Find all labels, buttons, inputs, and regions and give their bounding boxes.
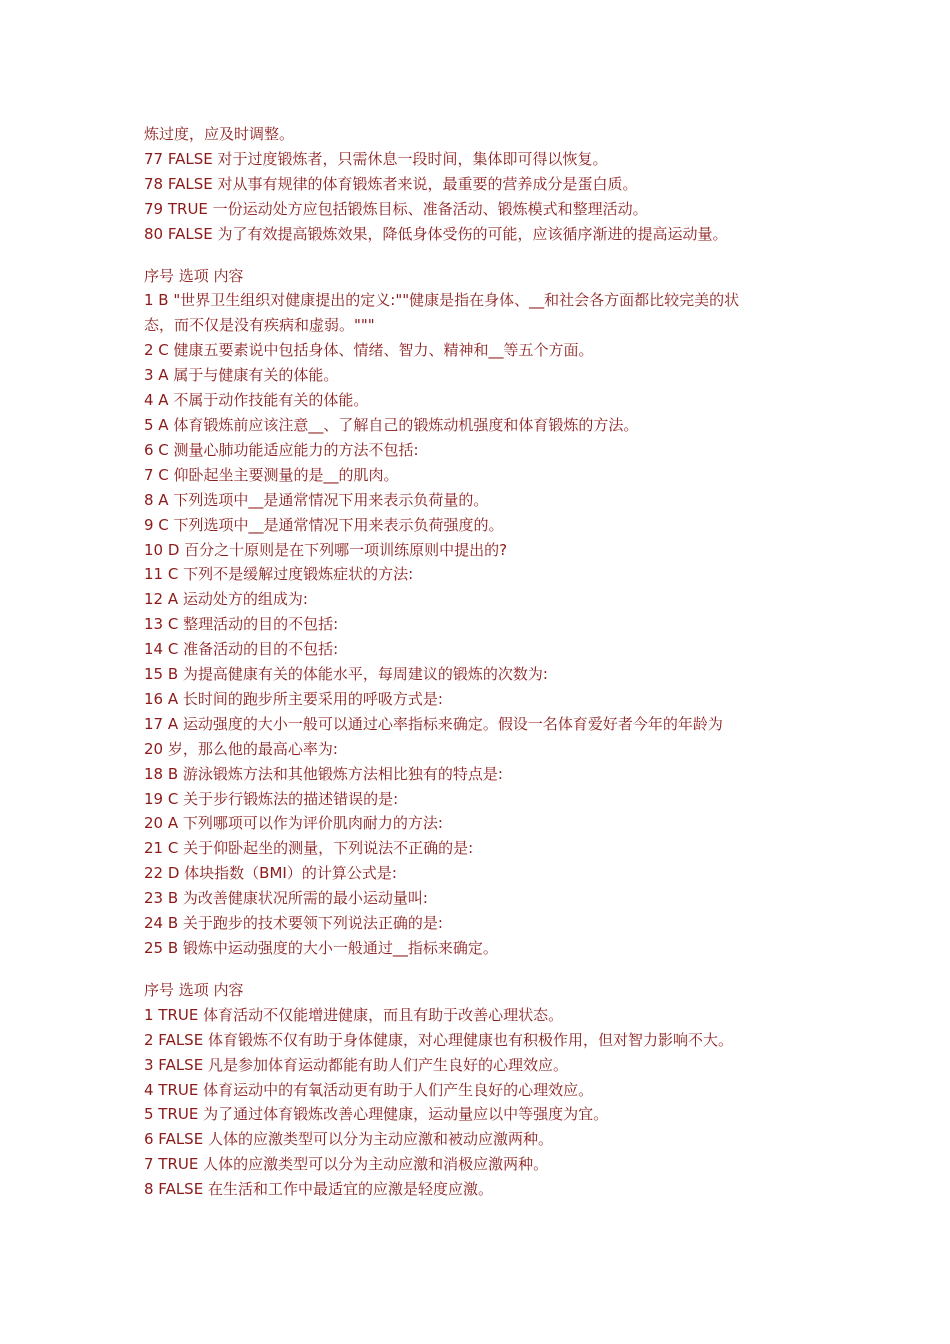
text-line: 77 FALSE 对于过度锻炼者，只需休息一段时间，集体即可得以恢复。	[144, 149, 608, 168]
text-line: 2 C 健康五要素说中包括身体、情绪、智力、精神和__等五个方面。	[144, 341, 594, 360]
text-line: 79 TRUE 一份运动处方应包括锻炼目标、准备活动、锻炼模式和整理活动。	[144, 199, 648, 218]
text-line: 9 C 下列选项中__是通常情况下用来表示负荷强度的。	[144, 515, 504, 534]
text-line: 5 TRUE 为了通过体育锻炼改善心理健康，运动量应以中等强度为宜。	[144, 1105, 609, 1124]
section-gap	[144, 247, 824, 264]
text-line: 5 A 体育锻炼前应该注意__、了解自己的锻炼动机强度和体育锻炼的方法。	[144, 415, 639, 434]
text-line: 80 FALSE 为了有效提高锻炼效果，降低身体受伤的可能，应该循序渐进的提高运动量。	[144, 224, 728, 243]
text-line: 19 C 关于步行锻炼法的描述错误的是:	[144, 789, 399, 808]
section-true-false	[144, 978, 824, 1202]
text-line: 20 岁，那么他的最高心率为:	[144, 739, 338, 758]
text-line: 17 A 运动强度的大小一般可以通过心率指标来确定。假设一名体育爱好者今年的年龄为	[144, 714, 723, 733]
text-line: 23 B 为改善健康状况所需的最小运动量叫:	[144, 889, 428, 908]
text-line: 3 FALSE 凡是参加体育运动都能有助人们产生良好的心理效应。	[144, 1055, 568, 1074]
text-line: 4 A 不属于动作技能有关的体能。	[144, 391, 369, 410]
text-line: 14 C 准备活动的目的不包括:	[144, 640, 339, 659]
section-multiple-choice	[144, 264, 824, 961]
text-line: 16 A 长时间的跑步所主要采用的呼吸方式是:	[144, 689, 443, 708]
text-line: 态，而不仅是没有疾病和虚弱。"""	[144, 316, 375, 335]
section-gap	[144, 961, 824, 978]
section-header: 序号 选项 内容	[144, 266, 244, 285]
text-line: 12 A 运动处方的组成为:	[144, 590, 308, 609]
text-line: 20 A 下列哪项可以作为评价肌肉耐力的方法:	[144, 814, 443, 833]
text-line: 1 B "世界卫生组织对健康提出的定义:""健康是指在身体、__和社会各方面都比较完美的状	[144, 291, 740, 310]
text-line: 7 C 仰卧起坐主要测量的是__的肌肉。	[144, 465, 399, 484]
text-line: 10 D 百分之十原则是在下列哪一项训练原则中提出的?	[144, 540, 508, 559]
text-line: 13 C 整理活动的目的不包括:	[144, 615, 339, 634]
section-header: 序号 选项 内容	[144, 980, 244, 999]
text-line: 78 FALSE 对从事有规律的体育锻炼者来说，最重要的营养成分是蛋白质。	[144, 174, 638, 193]
text-line: 7 TRUE 人体的应激类型可以分为主动应激和消极应激两种。	[144, 1155, 549, 1174]
text-line: 21 C 关于仰卧起坐的测量，下列说法不正确的是:	[144, 839, 474, 858]
text-line: 3 A 属于与健康有关的体能。	[144, 366, 339, 385]
text-line: 18 B 游泳锻炼方法和其他锻炼方法相比独有的特点是:	[144, 764, 503, 783]
text-line: 4 TRUE 体育运动中的有氧活动更有助于人们产生良好的心理效应。	[144, 1080, 594, 1099]
text-line: 25 B 锻炼中运动强度的大小一般通过__指标来确定。	[144, 939, 498, 957]
text-line: 8 FALSE 在生活和工作中最适宜的应激是轻度应激。	[144, 1180, 493, 1199]
text-line: 24 B 关于跑步的技术要领下列说法正确的是:	[144, 914, 443, 933]
text-line: 15 B 为提高健康有关的体能水平，每周建议的锻炼的次数为:	[144, 665, 548, 684]
section-continued	[144, 122, 824, 247]
text-line: 6 FALSE 人体的应激类型可以分为主动应激和被动应激两种。	[144, 1130, 553, 1149]
text-line: 炼过度，应及时调整。	[144, 125, 295, 143]
text-line: 8 A 下列选项中__是通常情况下用来表示负荷量的。	[144, 490, 489, 509]
text-line: 2 FALSE 体育锻炼不仅有助于身体健康，对心理健康也有积极作用，但对智力影响不大。	[144, 1030, 733, 1049]
text-line: 11 C 下列不是缓解过度锻炼症状的方法:	[144, 565, 414, 584]
document-page	[144, 122, 824, 1202]
text-line: 1 TRUE 体育活动不仅能增进健康，而且有助于改善心理状态。	[144, 1005, 564, 1024]
text-line: 22 D 体块指数（BMI）的计算公式是:	[144, 864, 397, 883]
text-line: 6 C 测量心肺功能适应能力的方法不包括:	[144, 440, 419, 459]
